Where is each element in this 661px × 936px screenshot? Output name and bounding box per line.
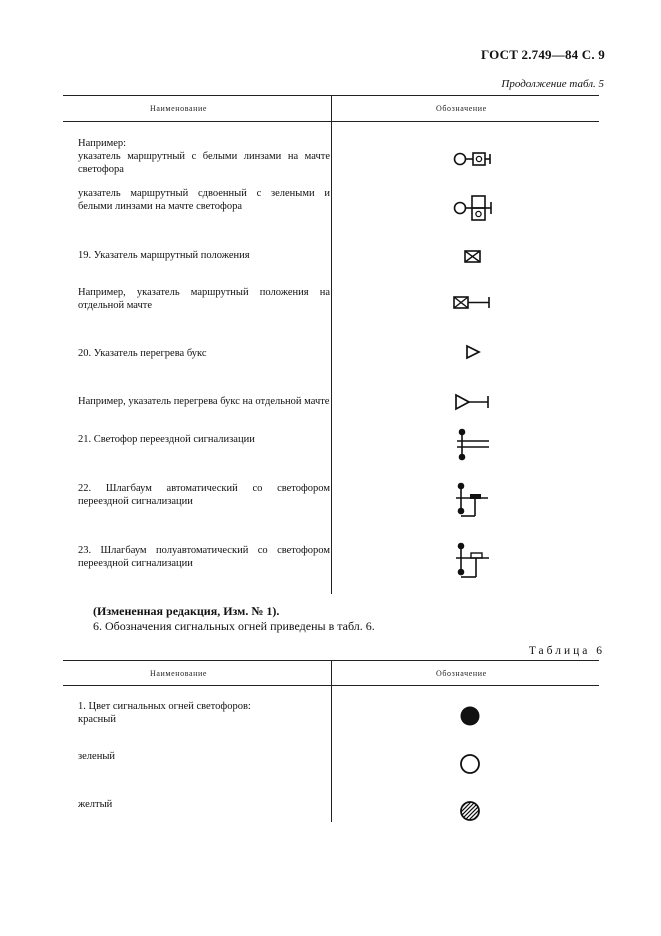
table6-column-divider <box>331 660 332 822</box>
route-indicator-white-mast-symbol <box>450 149 500 169</box>
table6-row <box>78 750 330 763</box>
row-text: 22. Шлагбаум автоматический со светофором переездной сигнализации <box>78 483 330 507</box>
axle-overheat-indicator-symbol <box>463 343 483 361</box>
table6-row <box>78 798 330 811</box>
table5-row <box>78 187 330 213</box>
crossing-signal-symbol <box>453 427 493 463</box>
table5-row <box>78 544 330 570</box>
table-continuation-label: Продолжение табл. 5 <box>501 78 604 90</box>
table5-row <box>78 482 330 508</box>
semi-automatic-barrier-signal-symbol <box>453 540 495 580</box>
row-text: зеленый <box>78 751 116 762</box>
table6-col-symbol-header: Обозначение <box>436 669 487 678</box>
row-text: указатель маршрутный с белыми линзами на мачте светофора <box>78 151 330 175</box>
revision-note <box>93 604 279 619</box>
red-light-symbol <box>458 704 482 728</box>
yellow-light-symbol <box>458 799 482 823</box>
row-text: Например, указатель маршрутный положения на отдельной мачте <box>78 287 330 311</box>
paragraph-6: 6. Обозначения сигнальных огней приведены в табл. 6. <box>93 619 375 633</box>
table5-row <box>78 433 330 446</box>
row-text: 21. Светофор переездной сигнализации <box>78 434 255 445</box>
green-light-symbol <box>458 752 482 776</box>
table6-col-name-header: Наименование <box>150 669 208 678</box>
position-route-indicator-symbol <box>462 248 484 266</box>
table5-row <box>78 347 330 360</box>
table6-intro: 1. Цвет сигнальных огней светофоров: <box>78 701 251 712</box>
axle-overheat-indicator-mast-symbol <box>452 392 494 412</box>
table5-row <box>78 395 330 408</box>
row-text: 19. Указатель маршрутный положения <box>78 250 250 261</box>
row-text: Например, указатель перегрева букс на отдельной мачте <box>78 396 330 407</box>
table5-col-name-header: Наименование <box>150 104 208 113</box>
table5-row <box>78 286 330 312</box>
row-text: 20. Указатель перегрева букс <box>78 348 207 359</box>
table6-title: Таблица 6 <box>528 645 605 657</box>
route-indicator-dual-mast-symbol <box>450 193 500 223</box>
row-text: указатель маршрутный сдвоенный с зелеными и белыми линзами на мачте светофора <box>78 188 330 212</box>
row-text: 23. Шлагбаум полуавтоматический со светофором переездной сигнализации <box>78 545 330 569</box>
row-intro: Например: <box>78 138 127 149</box>
row-text: желтый <box>78 799 113 810</box>
table5-col-symbol-header: Обозначение <box>436 104 487 113</box>
page-header: ГОСТ 2.749—84 С. 9 <box>480 47 605 62</box>
table5-row <box>78 249 330 262</box>
row-text: красный <box>78 714 116 725</box>
table5-row <box>78 137 330 176</box>
table6-row <box>78 700 330 726</box>
automatic-barrier-signal-symbol <box>453 481 493 519</box>
table5-column-divider <box>331 95 332 594</box>
revision-note-text: (Измененная редакция, Изм. № 1). <box>93 604 280 618</box>
position-route-indicator-separate-mast-symbol <box>451 293 496 313</box>
